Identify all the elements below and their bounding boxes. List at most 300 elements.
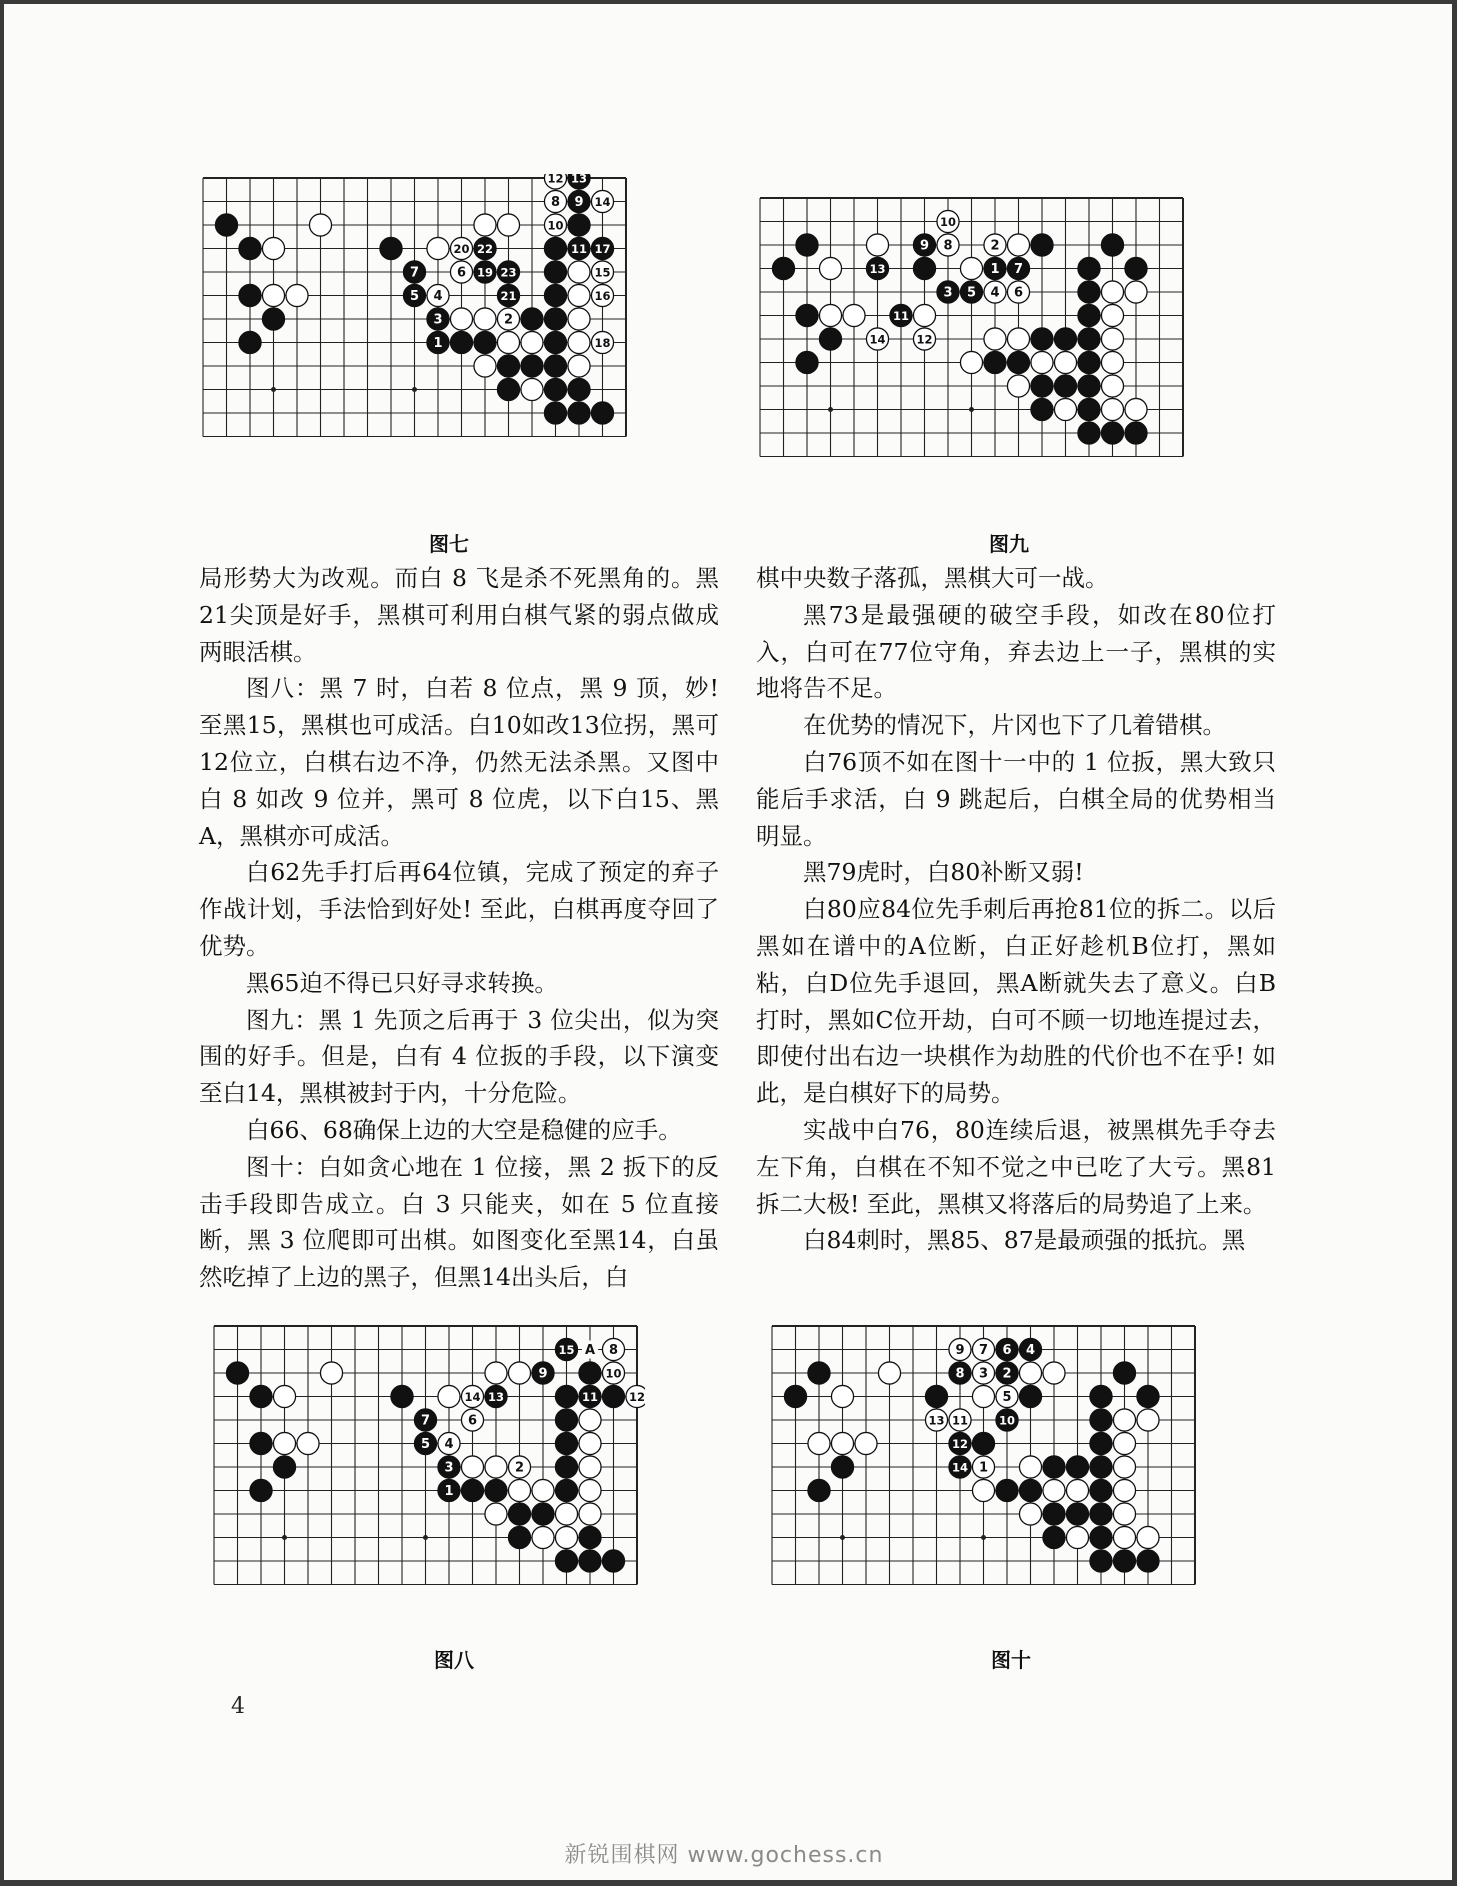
white-stone bbox=[579, 1503, 601, 1525]
caption-fig8: 图八 bbox=[434, 1648, 474, 1672]
white-stone bbox=[1019, 1456, 1041, 1478]
white-stone bbox=[878, 1362, 900, 1384]
white-stone bbox=[579, 1409, 601, 1431]
svg-text:7: 7 bbox=[420, 1413, 431, 1429]
black-stone bbox=[273, 1456, 295, 1478]
black-stone bbox=[485, 1385, 507, 1407]
white-stone bbox=[532, 1526, 554, 1548]
svg-text:12: 12 bbox=[547, 174, 564, 186]
white-stone bbox=[1101, 328, 1123, 350]
left-column-text bbox=[199, 560, 719, 1296]
white-stone bbox=[544, 190, 566, 212]
white-stone bbox=[450, 308, 472, 330]
black-stone bbox=[1019, 1338, 1041, 1360]
white-stone bbox=[461, 1456, 483, 1478]
black-stone bbox=[1078, 351, 1100, 373]
paragraph: 白84刺时，黑85、87是最顽强的抵抗。黑 bbox=[803, 1226, 1246, 1255]
white-stone bbox=[474, 214, 496, 236]
black-stone bbox=[497, 378, 519, 400]
white-stone bbox=[474, 308, 496, 330]
white-stone bbox=[427, 237, 449, 259]
white-stone bbox=[474, 355, 496, 377]
black-stone bbox=[796, 351, 818, 373]
white-stone bbox=[1137, 1409, 1159, 1431]
white-stone bbox=[273, 1385, 295, 1407]
black-stone bbox=[380, 237, 402, 259]
white-stone bbox=[972, 1385, 994, 1407]
black-stone bbox=[250, 1479, 272, 1501]
black-stone bbox=[215, 214, 237, 236]
white-stone bbox=[461, 1409, 483, 1431]
white-stone bbox=[1101, 351, 1123, 373]
black-stone bbox=[1078, 328, 1100, 350]
svg-text:14: 14 bbox=[594, 194, 611, 209]
svg-text:13: 13 bbox=[928, 1413, 945, 1428]
white-stone bbox=[544, 174, 566, 189]
black-stone bbox=[591, 402, 613, 424]
svg-text:5: 5 bbox=[1002, 1389, 1012, 1405]
white-stone bbox=[591, 331, 613, 353]
black-stone bbox=[1054, 328, 1076, 350]
black-stone bbox=[972, 1432, 994, 1454]
svg-text:7: 7 bbox=[1013, 261, 1024, 277]
paragraph: 在优势的情况下，片冈也下了几着错棋。 bbox=[803, 711, 1226, 740]
black-stone bbox=[890, 304, 912, 326]
white-stone bbox=[1031, 351, 1053, 373]
black-stone bbox=[772, 257, 794, 279]
watermark-footer: 新锐围棋网 www.gochess.cn bbox=[564, 1843, 884, 1868]
svg-text:9: 9 bbox=[955, 1342, 965, 1358]
black-stone bbox=[438, 1479, 460, 1501]
black-stone bbox=[1078, 281, 1100, 303]
black-stone bbox=[1125, 257, 1147, 279]
svg-text:11: 11 bbox=[952, 1413, 968, 1428]
white-stone bbox=[1007, 234, 1029, 256]
black-stone bbox=[414, 1432, 436, 1454]
paragraph: 白80应84位先手刺后再抢81位的拆二。以后黑如在谱中的A位断，白正好趁机B位打，黑如粘，白D位先手退回，黑A断就失去了意义。白B打时，黑如C位开劫，白可不顾一切地连提过去，即使付出右边一块棋作为劫胜的代价也不在乎! 如此，是白棋好下的局势。 bbox=[756, 895, 1276, 1108]
svg-text:10: 10 bbox=[999, 1413, 1015, 1428]
black-stone bbox=[1066, 1503, 1088, 1525]
black-stone bbox=[1031, 234, 1053, 256]
black-stone bbox=[555, 1385, 577, 1407]
svg-text:5: 5 bbox=[409, 288, 420, 304]
white-stone bbox=[532, 1479, 554, 1501]
svg-text:11: 11 bbox=[893, 308, 909, 323]
white-stone bbox=[497, 214, 519, 236]
black-stone bbox=[808, 1362, 830, 1384]
white-stone bbox=[1007, 328, 1029, 350]
svg-text:11: 11 bbox=[571, 241, 587, 256]
black-stone bbox=[1090, 1456, 1112, 1478]
black-stone bbox=[960, 281, 982, 303]
black-stone bbox=[427, 308, 449, 330]
svg-text:17: 17 bbox=[594, 241, 611, 256]
svg-text:19: 19 bbox=[477, 265, 493, 280]
black-stone bbox=[239, 331, 261, 353]
black-stone bbox=[521, 355, 543, 377]
black-stone bbox=[819, 328, 841, 350]
black-stone bbox=[1078, 422, 1100, 444]
svg-text:5: 5 bbox=[420, 1436, 431, 1452]
white-stone bbox=[568, 284, 590, 306]
black-stone bbox=[1101, 422, 1123, 444]
white-stone bbox=[996, 1385, 1018, 1407]
caption-fig10: 图十 bbox=[991, 1648, 1031, 1672]
white-stone bbox=[297, 1432, 319, 1454]
white-stone bbox=[521, 331, 543, 353]
white-stone bbox=[591, 190, 613, 212]
white-stone bbox=[1101, 375, 1123, 397]
white-stone bbox=[855, 1432, 877, 1454]
svg-text:2: 2 bbox=[514, 1460, 525, 1476]
white-stone bbox=[960, 351, 982, 373]
svg-text:9: 9 bbox=[574, 194, 584, 210]
paragraph: 局形势大为改观。而白 8 飞是杀不死黑角的。黑21尖顶是好手，黑棋可利用白棋气紧的弱点做成两眼活棋。 bbox=[199, 564, 719, 666]
black-stone bbox=[591, 237, 613, 259]
black-stone bbox=[1101, 234, 1123, 256]
white-stone bbox=[949, 1409, 971, 1431]
svg-text:2: 2 bbox=[1002, 1366, 1012, 1382]
white-stone bbox=[1101, 398, 1123, 420]
black-stone bbox=[250, 1432, 272, 1454]
svg-text:5: 5 bbox=[966, 285, 977, 301]
paragraph: 图十：白如贪心地在 1 位接，黑 2 扳下的反击手段即告成立。白 3 只能夹，如在 5 位直接断，黑 3 位爬即可出棋。如图变化至黑14，白虽然吃掉了上边的黑子，但黑14出头后，白 bbox=[199, 1152, 719, 1292]
svg-text:8: 8 bbox=[955, 1366, 965, 1382]
black-stone bbox=[403, 284, 425, 306]
black-stone bbox=[1078, 375, 1100, 397]
white-stone bbox=[1113, 1456, 1135, 1478]
white-stone bbox=[831, 1432, 853, 1454]
svg-text:14: 14 bbox=[869, 332, 886, 347]
white-stone bbox=[1007, 281, 1029, 303]
black-stone bbox=[984, 257, 1006, 279]
white-stone bbox=[309, 214, 331, 236]
black-stone bbox=[544, 237, 566, 259]
white-stone bbox=[508, 1362, 530, 1384]
svg-text:15: 15 bbox=[594, 265, 611, 280]
black-stone bbox=[1031, 398, 1053, 420]
black-stone bbox=[508, 1503, 530, 1525]
black-stone bbox=[497, 355, 519, 377]
white-stone bbox=[866, 328, 888, 350]
black-stone bbox=[262, 308, 284, 330]
black-stone bbox=[1113, 1550, 1135, 1572]
svg-text:1: 1 bbox=[990, 261, 1000, 277]
black-stone bbox=[403, 261, 425, 283]
black-stone bbox=[544, 331, 566, 353]
svg-text:11: 11 bbox=[582, 1389, 598, 1404]
go-diagram-fig10 bbox=[768, 1322, 1203, 1585]
svg-text:8: 8 bbox=[943, 238, 953, 254]
svg-text:3: 3 bbox=[433, 312, 443, 328]
black-stone bbox=[1113, 1362, 1135, 1384]
white-stone bbox=[866, 234, 888, 256]
svg-text:6: 6 bbox=[1002, 1342, 1012, 1358]
black-stone bbox=[226, 1362, 248, 1384]
svg-text:1: 1 bbox=[978, 1460, 989, 1476]
white-stone bbox=[984, 234, 1006, 256]
black-stone bbox=[1078, 257, 1100, 279]
black-stone bbox=[949, 1362, 971, 1384]
black-stone bbox=[949, 1456, 971, 1478]
black-stone bbox=[568, 214, 590, 236]
black-stone bbox=[555, 1409, 577, 1431]
black-stone bbox=[568, 402, 590, 424]
black-stone bbox=[508, 1526, 530, 1548]
black-stone bbox=[1090, 1550, 1112, 1572]
paragraph: 黑73是最强硬的破空手段，如改在80位打入，白可在77位守角，弃去边上一子，黑棋的实地将告不足。 bbox=[756, 600, 1276, 703]
white-stone bbox=[497, 308, 519, 330]
black-stone bbox=[1019, 1385, 1041, 1407]
white-stone bbox=[485, 1362, 507, 1384]
svg-text:15: 15 bbox=[558, 1342, 575, 1357]
paragraph: 图八：黑 7 时，白若 8 位点，黑 9 顶，妙!至黑15，黑棋也可成活。白10如改13位拐，黑可12位立，白棋右边不净，仍然无法杀黑。又图中白 8 如改 9 位并，黑可 8 位虎，以下白15、黑A，黑棋亦可成活。 bbox=[199, 674, 719, 850]
white-stone bbox=[1137, 1526, 1159, 1548]
black-stone bbox=[1090, 1479, 1112, 1501]
white-stone bbox=[1043, 1362, 1065, 1384]
black-stone bbox=[1078, 304, 1100, 326]
black-stone bbox=[579, 1526, 601, 1548]
white-stone bbox=[626, 1385, 645, 1407]
black-stone bbox=[1043, 1503, 1065, 1525]
white-stone bbox=[831, 1385, 853, 1407]
white-stone bbox=[591, 284, 613, 306]
svg-text:3: 3 bbox=[943, 285, 953, 301]
page-number: 4 bbox=[231, 1694, 245, 1719]
black-stone bbox=[555, 1338, 577, 1360]
paragraph: 黑65迫不得已只好寻求转换。 bbox=[246, 968, 558, 997]
svg-text:22: 22 bbox=[477, 241, 493, 256]
svg-text:6: 6 bbox=[467, 1413, 478, 1429]
caption-fig9: 图九 bbox=[989, 532, 1029, 556]
black-stone bbox=[555, 1432, 577, 1454]
svg-text:4: 4 bbox=[433, 288, 443, 304]
white-stone bbox=[1113, 1503, 1135, 1525]
white-stone bbox=[1019, 1362, 1041, 1384]
board-svg bbox=[768, 1322, 1203, 1585]
black-stone bbox=[544, 355, 566, 377]
paragraph: 白66、68确保上边的大空是稳健的应手。 bbox=[246, 1115, 682, 1144]
white-stone bbox=[808, 1432, 830, 1454]
svg-text:1: 1 bbox=[444, 1483, 454, 1499]
black-stone bbox=[925, 1385, 947, 1407]
black-stone bbox=[568, 237, 590, 259]
white-stone bbox=[602, 1362, 624, 1384]
white-stone bbox=[450, 261, 472, 283]
black-stone bbox=[544, 284, 566, 306]
svg-text:7: 7 bbox=[409, 265, 420, 281]
right-column-text bbox=[756, 560, 1276, 1259]
black-stone bbox=[796, 304, 818, 326]
white-stone bbox=[485, 1503, 507, 1525]
svg-text:12: 12 bbox=[628, 1389, 645, 1404]
svg-text:16: 16 bbox=[594, 288, 611, 303]
white-stone bbox=[591, 261, 613, 283]
white-stone bbox=[544, 214, 566, 236]
black-stone bbox=[1031, 375, 1053, 397]
white-stone bbox=[1054, 351, 1076, 373]
black-stone bbox=[996, 1479, 1018, 1501]
board-svg bbox=[756, 194, 1191, 457]
svg-text:10: 10 bbox=[605, 1366, 622, 1381]
book-page bbox=[4, 4, 1452, 1880]
black-stone bbox=[568, 190, 590, 212]
black-stone bbox=[579, 1385, 601, 1407]
white-stone bbox=[508, 1456, 530, 1478]
white-stone bbox=[1054, 398, 1076, 420]
black-stone bbox=[1007, 257, 1029, 279]
black-stone bbox=[497, 261, 519, 283]
white-stone bbox=[1113, 1432, 1135, 1454]
black-stone bbox=[949, 1432, 971, 1454]
board-svg bbox=[199, 174, 634, 437]
white-stone bbox=[1113, 1526, 1135, 1548]
white-stone bbox=[579, 1479, 601, 1501]
black-stone bbox=[1066, 1456, 1088, 1478]
black-stone bbox=[544, 378, 566, 400]
white-stone bbox=[568, 261, 590, 283]
black-stone bbox=[544, 308, 566, 330]
black-stone bbox=[996, 1409, 1018, 1431]
svg-text:2: 2 bbox=[503, 312, 514, 328]
black-stone bbox=[1007, 351, 1029, 373]
black-stone bbox=[555, 1456, 577, 1478]
black-stone bbox=[1137, 1385, 1159, 1407]
black-stone bbox=[239, 284, 261, 306]
black-stone bbox=[1043, 1526, 1065, 1548]
white-stone bbox=[579, 1456, 601, 1478]
black-stone bbox=[555, 1550, 577, 1572]
svg-text:13: 13 bbox=[869, 261, 886, 276]
svg-text:7: 7 bbox=[978, 1342, 989, 1358]
svg-text:2: 2 bbox=[990, 238, 1000, 254]
white-stone bbox=[1125, 281, 1147, 303]
white-stone bbox=[819, 304, 841, 326]
paragraph: 白76顶不如在图十一中的 1 位扳，黑大致只能后手求活，白 9 跳起后，白棋全局的优势相当明显。 bbox=[756, 747, 1276, 850]
white-stone bbox=[972, 1362, 994, 1384]
black-stone bbox=[913, 234, 935, 256]
black-stone bbox=[1054, 375, 1076, 397]
black-stone bbox=[866, 257, 888, 279]
white-stone bbox=[1043, 1479, 1065, 1501]
svg-text:18: 18 bbox=[594, 335, 611, 350]
svg-text:4: 4 bbox=[444, 1436, 454, 1452]
white-stone bbox=[972, 1338, 994, 1360]
black-stone bbox=[438, 1456, 460, 1478]
svg-text:4: 4 bbox=[990, 285, 1000, 301]
svg-text:1: 1 bbox=[433, 335, 443, 351]
white-stone bbox=[937, 210, 959, 232]
black-stone bbox=[485, 1479, 507, 1501]
white-stone bbox=[972, 1479, 994, 1501]
svg-text:6: 6 bbox=[1013, 285, 1024, 301]
paragraph: 图九：黑 1 先顶之后再于 3 位尖出，似为突围的好手。但是，白有 4 位扳的手段，以下演变至白14，黑棋被封于内，十分危险。 bbox=[199, 1005, 719, 1108]
paragraph: 白62先手打后再64位镇，完成了预定的弃子作战计划，手法恰到好处! 至此，白棋再度夺回了优势。 bbox=[199, 858, 719, 960]
white-stone bbox=[555, 1526, 577, 1548]
black-stone bbox=[532, 1503, 554, 1525]
white-stone bbox=[1066, 1479, 1088, 1501]
svg-text:12: 12 bbox=[916, 332, 933, 347]
caption-fig7: 图七 bbox=[429, 532, 469, 556]
white-stone bbox=[984, 328, 1006, 350]
black-stone bbox=[913, 257, 935, 279]
black-stone bbox=[1031, 328, 1053, 350]
white-stone bbox=[438, 1432, 460, 1454]
svg-text:9: 9 bbox=[919, 238, 930, 254]
white-stone bbox=[579, 1432, 601, 1454]
black-stone bbox=[1090, 1385, 1112, 1407]
black-stone bbox=[1137, 1550, 1159, 1572]
black-stone bbox=[1078, 398, 1100, 420]
go-diagram-fig9 bbox=[756, 194, 1191, 457]
svg-text:8: 8 bbox=[608, 1342, 619, 1358]
black-stone bbox=[831, 1456, 853, 1478]
white-stone bbox=[1113, 1479, 1135, 1501]
black-stone bbox=[602, 1550, 624, 1572]
white-stone bbox=[555, 1503, 577, 1525]
white-stone bbox=[508, 1479, 530, 1501]
black-stone bbox=[250, 1385, 272, 1407]
white-stone bbox=[262, 284, 284, 306]
white-stone bbox=[960, 257, 982, 279]
svg-text:13: 13 bbox=[571, 174, 587, 186]
go-diagram-fig8 bbox=[210, 1322, 645, 1585]
white-stone bbox=[438, 1385, 460, 1407]
black-stone bbox=[579, 1362, 601, 1384]
svg-text:13: 13 bbox=[488, 1389, 504, 1404]
white-stone bbox=[1019, 1503, 1041, 1525]
white-stone bbox=[262, 237, 284, 259]
svg-text:3: 3 bbox=[444, 1460, 454, 1476]
white-stone bbox=[1101, 281, 1123, 303]
black-stone bbox=[784, 1385, 806, 1407]
black-stone bbox=[568, 378, 590, 400]
black-stone bbox=[568, 174, 590, 189]
black-stone bbox=[414, 1409, 436, 1431]
black-stone bbox=[544, 261, 566, 283]
white-stone bbox=[450, 237, 472, 259]
white-stone bbox=[984, 281, 1006, 303]
board-svg bbox=[210, 1322, 645, 1585]
black-stone bbox=[808, 1479, 830, 1501]
black-stone bbox=[1125, 422, 1147, 444]
black-stone bbox=[937, 281, 959, 303]
black-stone bbox=[497, 284, 519, 306]
white-stone bbox=[949, 1338, 971, 1360]
white-stone bbox=[1007, 375, 1029, 397]
black-stone bbox=[474, 331, 496, 353]
white-stone bbox=[972, 1456, 994, 1478]
svg-text:10: 10 bbox=[547, 218, 564, 233]
svg-text:6: 6 bbox=[456, 265, 467, 281]
svg-text:9: 9 bbox=[538, 1366, 548, 1382]
black-stone bbox=[1090, 1503, 1112, 1525]
black-stone bbox=[474, 261, 496, 283]
white-stone bbox=[568, 331, 590, 353]
black-stone bbox=[1019, 1479, 1041, 1501]
board-mark bbox=[582, 1340, 598, 1358]
white-stone bbox=[461, 1385, 483, 1407]
black-stone bbox=[996, 1362, 1018, 1384]
white-stone bbox=[913, 304, 935, 326]
paragraph: 棋中央数子落孤，黑棋大可一战。 bbox=[756, 564, 1109, 592]
black-stone bbox=[544, 402, 566, 424]
black-stone bbox=[796, 234, 818, 256]
white-stone bbox=[937, 234, 959, 256]
svg-text:14: 14 bbox=[464, 1389, 481, 1404]
black-stone bbox=[996, 1338, 1018, 1360]
svg-text:3: 3 bbox=[978, 1366, 989, 1382]
